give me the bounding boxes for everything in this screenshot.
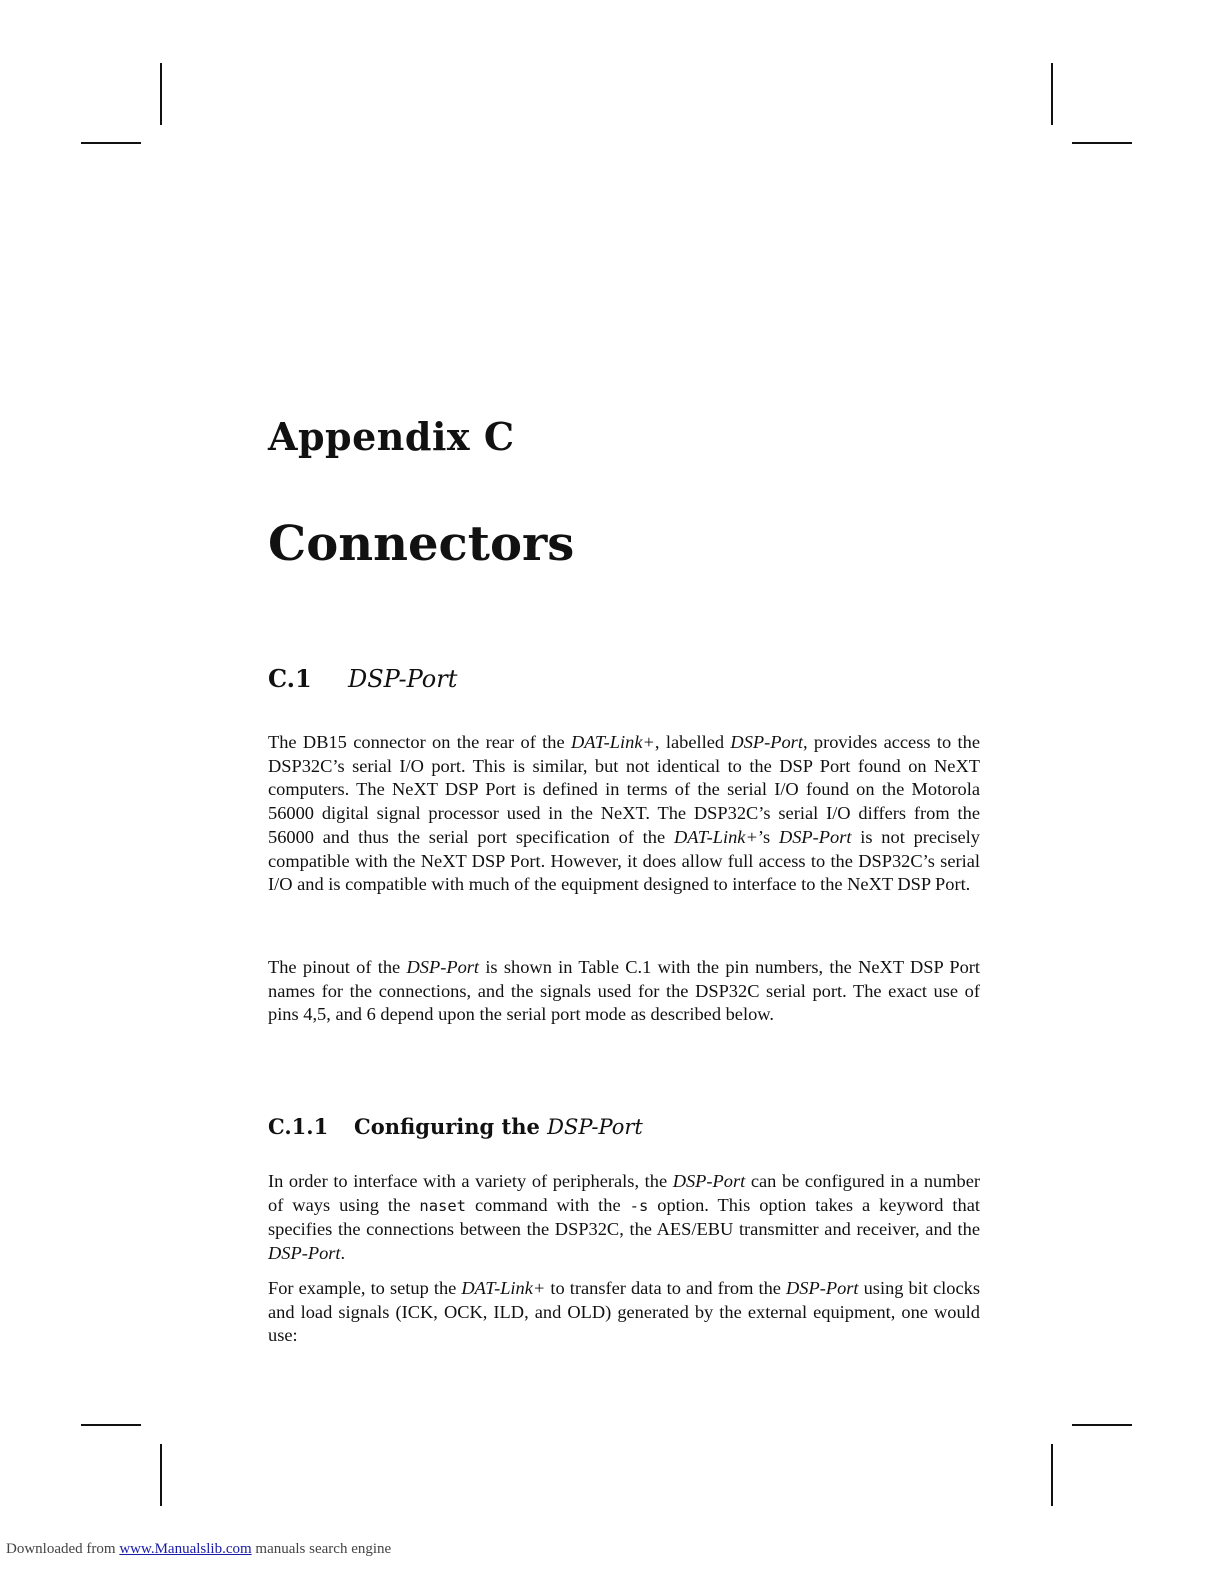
product-name: DAT-Link+ — [461, 1278, 546, 1298]
subsection-title: Configuring the — [354, 1114, 540, 1139]
port-name: DSP-Port — [778, 826, 852, 847]
section-heading — [268, 664, 457, 693]
section-number: C.1 — [268, 664, 312, 693]
crop-mark-bottom-right-vertical — [1051, 1444, 1053, 1506]
appendix-label: Appendix C — [268, 414, 515, 459]
text-run: is shown in Table C.1 with the pin numbers, the NeXT DSP Port names for the connections, and the signals used for the DSP32C serial port. The exact use of pins 4,5, and 6 depend upon the serial port mode as described below. — [268, 957, 980, 1025]
crop-mark-bottom-left-horizontal — [81, 1424, 141, 1426]
footer-link[interactable]: www.Manualslib.com — [119, 1541, 252, 1557]
port-name: DSP-Port — [672, 1171, 746, 1191]
product-name: DAT-Link+ — [570, 732, 655, 752]
crop-mark-bottom-right-horizontal — [1072, 1424, 1132, 1426]
port-name: DSP-Port — [730, 732, 803, 752]
crop-mark-top-left-vertical — [160, 63, 162, 125]
download-footer — [6, 1541, 391, 1558]
footer-prefix: Downloaded from — [6, 1541, 120, 1557]
command-option: -s — [629, 1196, 649, 1215]
paragraph-pinout — [268, 956, 980, 1027]
port-name: DSP-Port — [406, 957, 480, 977]
paragraph-intro — [268, 731, 980, 897]
text-run: to transfer data to and from the — [545, 1278, 787, 1298]
footer-suffix: manuals search engine — [251, 1541, 392, 1557]
crop-mark-top-right-vertical — [1051, 63, 1053, 125]
command-name: naset — [419, 1196, 467, 1215]
text-run: The DB15 connector on the rear of the — [268, 732, 571, 752]
subsection-title-emphasis: DSP-Port — [547, 1115, 643, 1139]
text-run: is not precisely compatible with the NeXT DSP Port. However, it does allow full access to the DSP32C’s serial I/O and is compatible with much of the equipment designed to interface to the NeXT DSP Port. — [268, 826, 980, 895]
port-name: DSP-Port — [268, 1243, 341, 1264]
text-run: can be configured in a number of ways using the — [268, 1171, 980, 1215]
paragraph-example — [268, 1277, 980, 1348]
text-run: ’s — [757, 826, 779, 847]
text-run: using bit clocks and load signals (ICK, OCK, ILD, and OLD) generated by the external equipment, one would use: — [268, 1278, 980, 1346]
text-run: command with the — [466, 1194, 630, 1215]
subsection-number: C.1.1 — [268, 1114, 329, 1139]
text-run: For example, to setup the — [268, 1278, 462, 1298]
text-run: In order to interface with a variety of peripherals, the — [268, 1171, 673, 1191]
chapter-title: Connectors — [268, 516, 575, 572]
crop-mark-bottom-left-vertical — [160, 1444, 162, 1506]
section-title: DSP-Port — [348, 665, 458, 693]
port-name: DSP-Port — [786, 1278, 859, 1298]
crop-mark-top-right-horizontal — [1072, 142, 1132, 144]
text-run: , provides access to the DSP32C’s serial I/O port. This is similar, but not identical to the DSP Port found on NeXT computers. The NeXT DSP Port is defined in terms of the serial I/O found on the Motorola 56000 digital signal processor used in the NeXT. The DSP32C’s serial I/O differs from the 56000 and thus the serial port specification of the — [268, 732, 980, 847]
product-name: DAT-Link+ — [673, 826, 758, 847]
subsection-heading — [268, 1114, 643, 1139]
text-run: . — [340, 1243, 346, 1264]
paragraph-configuring — [268, 1170, 980, 1266]
text-run: , labelled — [654, 732, 731, 752]
text-run: option. This option takes a keyword that specifies the connections between the DSP32C, the AES/EBU transmitter and receiver, and the — [268, 1194, 981, 1240]
text-run: The pinout of the — [268, 957, 407, 977]
crop-mark-top-left-horizontal — [81, 142, 141, 144]
